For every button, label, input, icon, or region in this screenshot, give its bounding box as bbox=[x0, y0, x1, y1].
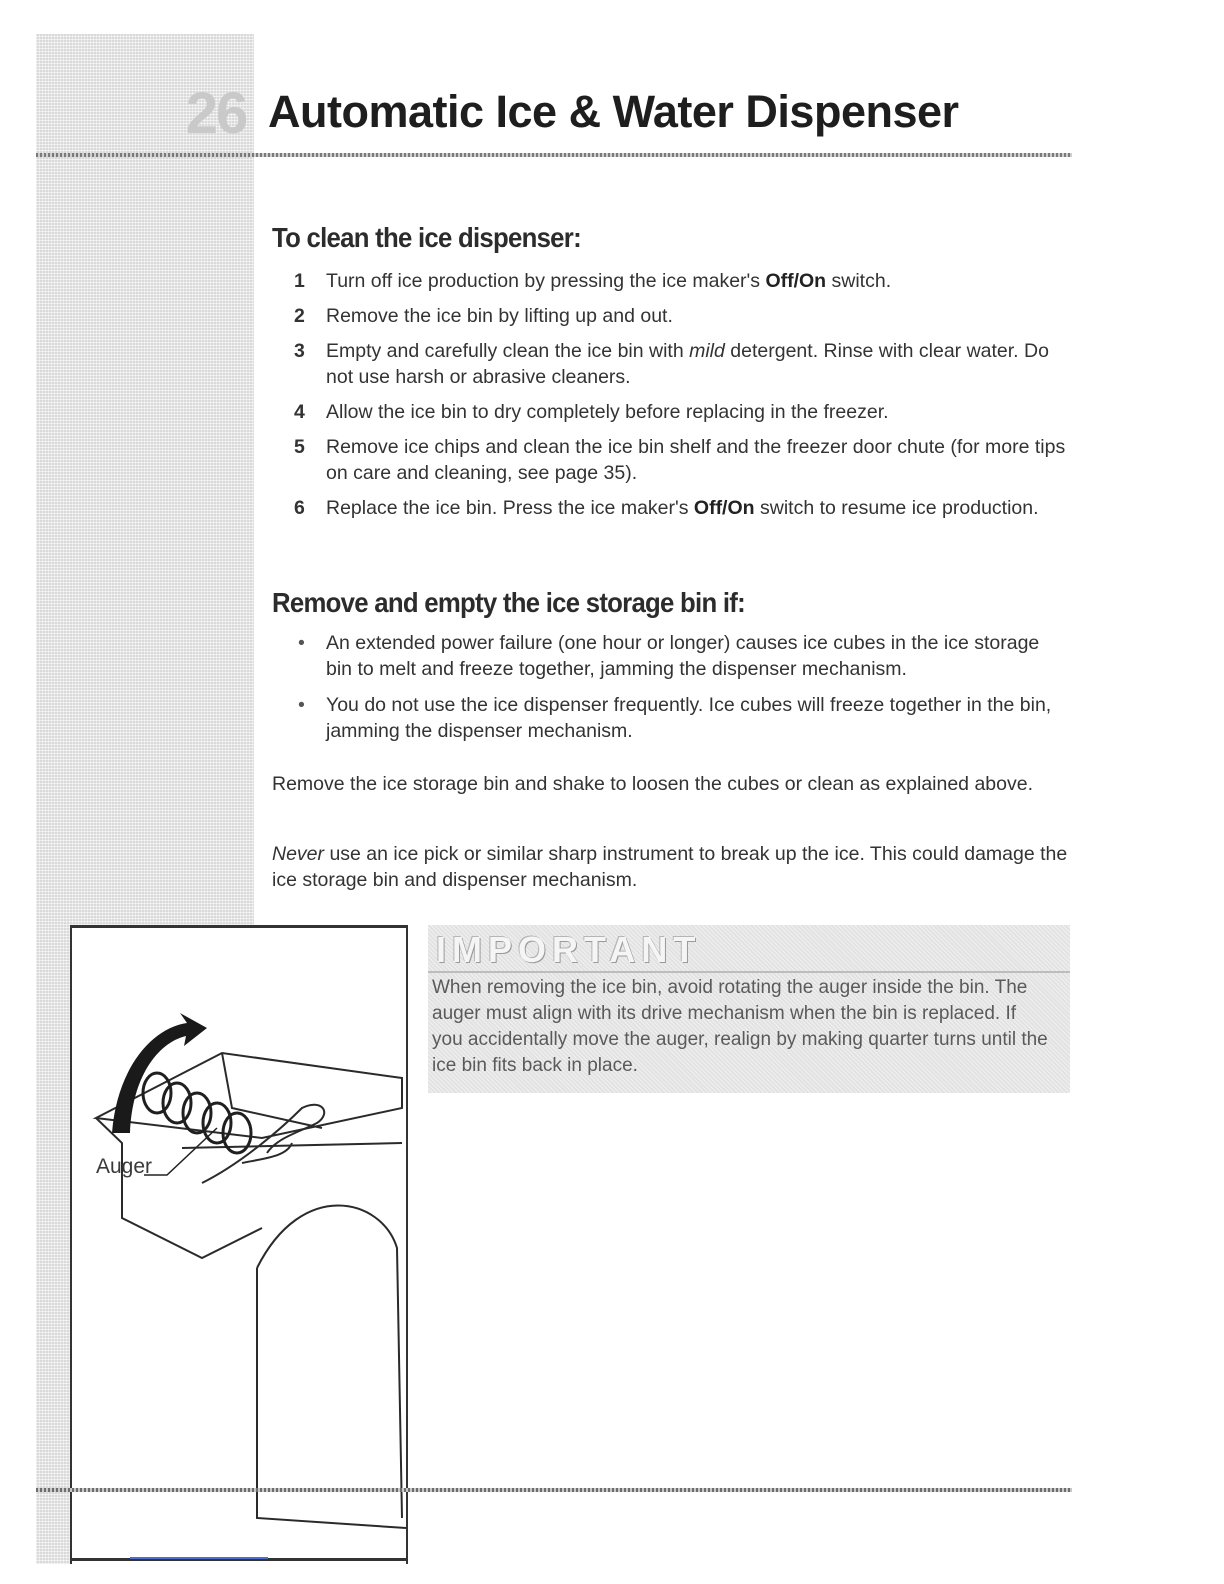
step-number: 5 bbox=[294, 436, 305, 458]
step-item bbox=[290, 303, 1070, 329]
auger-label: Auger bbox=[96, 1155, 153, 1178]
step-bold: Off/On bbox=[693, 497, 755, 519]
step-text: switch to resume ice production. bbox=[754, 497, 1039, 519]
step-number: 3 bbox=[294, 340, 305, 362]
step-text: detergent. Rinse with clear water. Do not use harsh or abrasive cleaners. bbox=[326, 340, 1049, 388]
step-item bbox=[290, 434, 1070, 486]
page-number: 26 bbox=[185, 81, 247, 146]
never-paragraph bbox=[272, 841, 1072, 893]
empty-section-heading: Remove and empty the ice storage bin if: bbox=[272, 587, 745, 618]
important-notice bbox=[428, 925, 1070, 1093]
clean-section-heading: To clean the ice dispenser: bbox=[272, 222, 581, 253]
footer-divider bbox=[36, 1488, 1072, 1492]
step-item bbox=[290, 495, 1070, 521]
step-text: Allow the ice bin to dry completely before replacing in the freezer. bbox=[326, 401, 889, 423]
step-item bbox=[290, 338, 1070, 390]
step-text: Replace the ice bin. Press the ice maker's bbox=[326, 497, 694, 519]
footer-link-line bbox=[130, 1557, 268, 1559]
step-text: Remove the ice bin by lifting up and out. bbox=[326, 305, 673, 327]
step-text: switch. bbox=[826, 270, 892, 292]
step-text: Empty and carefully clean the ice bin with bbox=[326, 340, 690, 362]
step-item bbox=[290, 399, 1070, 425]
bullet-item bbox=[290, 692, 1070, 744]
bullet-text: You do not use the ice dispenser frequently. Ice cubes will freeze together in the bin, jamming the dispenser mechanism. bbox=[326, 694, 1052, 742]
important-divider bbox=[428, 971, 1070, 973]
ice-bin-drawing-icon bbox=[72, 928, 406, 1558]
never-text: use an ice pick or similar sharp instrument to break up the ice. This could damage the ice storage bin and dispenser mechanism. bbox=[272, 843, 1068, 891]
header-divider bbox=[36, 153, 1072, 157]
important-title: IMPORTANT bbox=[436, 929, 702, 970]
ice-bin-illustration bbox=[70, 925, 408, 1564]
step-number: 2 bbox=[294, 305, 305, 327]
step-bold: Off/On bbox=[765, 270, 827, 292]
never-italic: Never bbox=[272, 843, 325, 865]
important-text: When removing the ice bin, avoid rotating the auger inside the bin. The auger must align with its drive mechanism when the bin is replaced. If you accidentally move the auger, realign by making quarter turns until the ice bin fits back in place. bbox=[432, 977, 1048, 1076]
empty-conditions-list bbox=[290, 630, 1070, 754]
step-item bbox=[290, 268, 1070, 294]
clean-steps-list bbox=[290, 268, 1070, 530]
page-title: Automatic Ice & Water Dispenser bbox=[268, 86, 959, 137]
step-text: Remove ice chips and clean the ice bin shelf and the freezer door chute (for more tips on care and cleaning, see page 35). bbox=[326, 436, 1066, 484]
step-number: 1 bbox=[294, 270, 305, 292]
bullet-dot-icon: • bbox=[298, 632, 305, 654]
step-text: Turn off ice production by pressing the ice maker's bbox=[326, 270, 766, 292]
remove-paragraph: Remove the ice storage bin and shake to loosen the cubes or clean as explained above. bbox=[272, 773, 1033, 795]
bullet-dot-icon: • bbox=[298, 694, 305, 716]
bullet-text: An extended power failure (one hour or longer) causes ice cubes in the ice storage bin to melt and freeze together, jamming the dispenser mechanism. bbox=[326, 632, 1040, 680]
step-italic: mild bbox=[689, 340, 725, 362]
step-number: 4 bbox=[294, 401, 305, 423]
bullet-item bbox=[290, 630, 1070, 682]
step-number: 6 bbox=[294, 497, 305, 519]
